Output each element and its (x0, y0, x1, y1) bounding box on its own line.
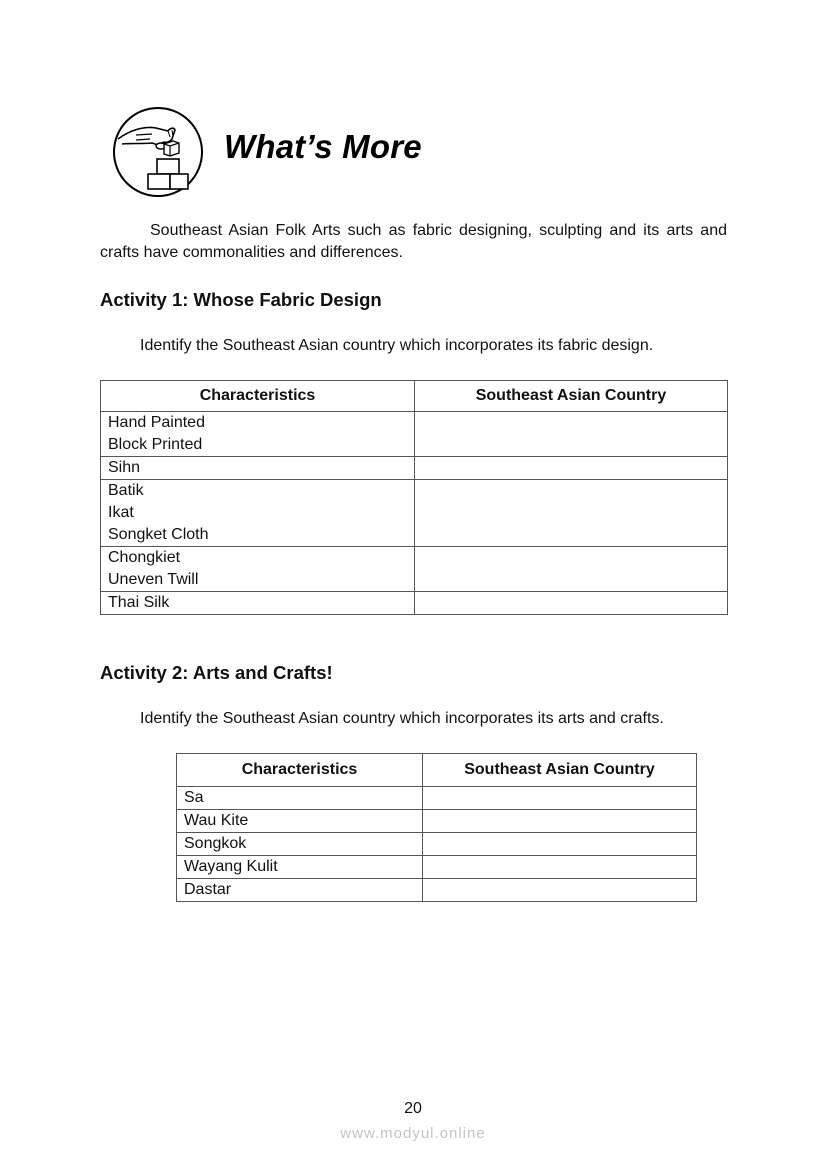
table-row (177, 833, 697, 856)
characteristics-cell (177, 787, 423, 810)
table-row (101, 547, 728, 592)
country-answer-cell[interactable] (415, 457, 728, 480)
country-answer-cell[interactable] (415, 412, 728, 457)
table-row (177, 810, 697, 833)
page-number: 20 (404, 1100, 422, 1117)
characteristics-cell (177, 879, 423, 902)
table-row (101, 592, 728, 615)
characteristic-text: Thai Silk (108, 594, 170, 611)
column-header-characteristics: Characteristics (177, 754, 423, 787)
column-header-country: Southeast Asian Country (415, 381, 728, 412)
arts-crafts-table (176, 753, 697, 902)
characteristic-text: Block Printed (108, 436, 203, 453)
activity-1-instruction: Identify the Southeast Asian country which incorporates its fabric design. (140, 337, 654, 354)
table-row (101, 457, 728, 480)
country-answer-cell[interactable] (423, 833, 697, 856)
activity-1-title: Activity 1: Whose Fabric Design (100, 289, 382, 310)
characteristics-cell (101, 412, 415, 457)
characteristic-text: Uneven Twill (108, 571, 199, 588)
hand-blocks-icon (112, 106, 204, 198)
activity-2-title: Activity 2: Arts and Crafts! (100, 662, 333, 683)
country-answer-cell[interactable] (415, 547, 728, 592)
characteristic-text: Hand Painted (108, 414, 205, 431)
characteristics-cell (177, 833, 423, 856)
watermark: www.modyul.online (340, 1125, 486, 1142)
country-answer-cell[interactable] (423, 787, 697, 810)
country-answer-cell[interactable] (415, 480, 728, 547)
country-answer-cell[interactable] (423, 810, 697, 833)
table-row (177, 856, 697, 879)
characteristic-text: Sa (184, 789, 204, 806)
characteristic-text: Ikat (108, 504, 134, 521)
country-answer-cell[interactable] (415, 592, 728, 615)
characteristics-cell (101, 547, 415, 592)
characteristics-cell (101, 457, 415, 480)
fabric-design-table (100, 380, 728, 615)
country-answer-cell[interactable] (423, 856, 697, 879)
table-row (101, 480, 728, 547)
characteristic-text: Songket Cloth (108, 526, 209, 543)
characteristic-text: Dastar (184, 881, 232, 898)
table-row (177, 787, 697, 810)
characteristics-cell (177, 856, 423, 879)
characteristic-text: Sihn (108, 459, 141, 476)
characteristic-text: Chongkiet (108, 549, 181, 566)
table-row (177, 879, 697, 902)
characteristic-text: Songkok (184, 835, 247, 852)
intro-paragraph: Southeast Asian Folk Arts such as fabric designing, sculpting and its arts and crafts have commonalities and differences. (100, 222, 727, 261)
country-answer-cell[interactable] (423, 879, 697, 902)
column-header-characteristics: Characteristics (101, 381, 415, 412)
section-title: What’s More (224, 128, 422, 165)
characteristics-cell (101, 480, 415, 547)
characteristics-cell (177, 810, 423, 833)
table-row (101, 412, 728, 457)
characteristic-text: Wau Kite (184, 812, 249, 829)
activity-2-instruction: Identify the Southeast Asian country which incorporates its arts and crafts. (140, 710, 664, 727)
characteristic-text: Wayang Kulit (184, 858, 278, 875)
characteristics-cell (101, 592, 415, 615)
characteristic-text: Batik (108, 482, 144, 499)
column-header-country: Southeast Asian Country (423, 754, 697, 787)
